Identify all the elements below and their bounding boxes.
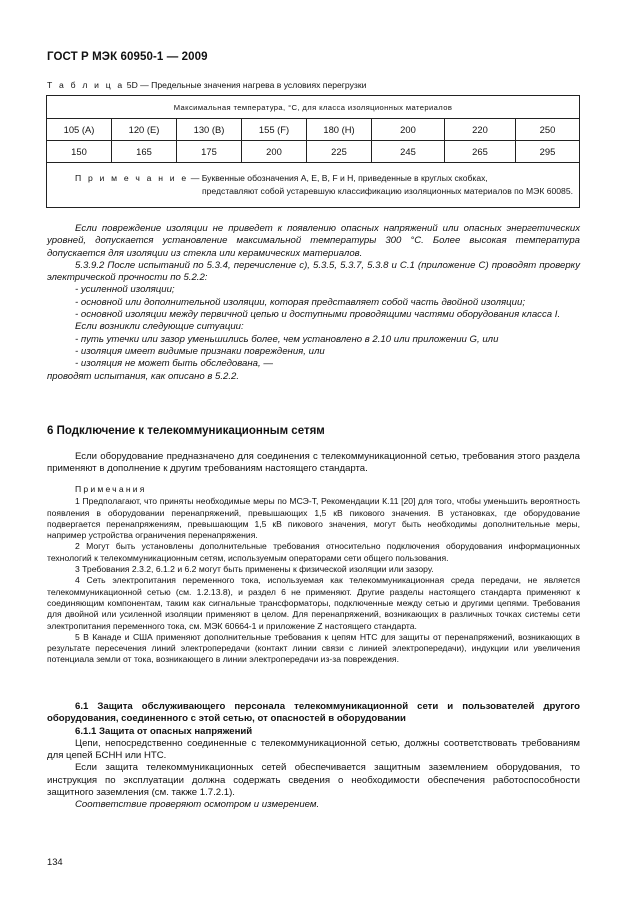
paragraph: Если защита телекоммуникационных сетей обеспечивается защитным заземлением оборудования, то инструкция по эксплуатации должна содержать сведения о необходимости обеспечения работоспособности защитного заземления (см. также 1.7.2.1). xyxy=(47,762,580,799)
paragraph: Если повреждение изоляции не приведет к появлению опасных напряжений или опасных энергетических уровней, допускается установление максимальной температуры 300 °С. Более высокая температура допускается для изоляции из стекла или керамических материалов. xyxy=(47,223,580,259)
table-row xyxy=(47,119,580,141)
notes-heading: Примечания xyxy=(75,484,147,494)
heading-6-1: 6.1 Защита обслуживающего персонала телекоммуникационной сети и пользователей другого оборудования, соединенного с этой сетью, от опасностей в оборудовании xyxy=(47,701,580,725)
paragraph: 5.3.9.2 После испытаний по 5.3.4, перечисление c), 5.3.5, 5.3.7, 5.3.8 и С.1 (приложение С) проводят проверку электрической прочности по 5.2.2: xyxy=(47,259,580,284)
table-cell: 250 xyxy=(516,119,580,141)
table-cell: 165 xyxy=(112,141,177,163)
paragraph: проводят испытания, как описано в 5.2.2. xyxy=(47,370,240,382)
list-item: - основной или дополнительной изоляции, которая представляет собой часть двойной изоляции; xyxy=(75,296,526,308)
section-6-intro xyxy=(47,451,580,476)
temperature-limits-table xyxy=(46,95,580,208)
table-cell: 245 xyxy=(372,141,445,163)
section-6-title: 6 Подключение к телекоммуникационным сетям xyxy=(47,425,325,437)
note-item: 4 Сеть электропитания переменного тока, используемая как телекоммуникационная среда передачи, не является телекоммуникационной сетью (см. 1.2.13.8), и раздел 6 не применяют. Другие разделы настоящего стандарта применяют к соединяющим компонентам, таким как сигнальные трансформаторы, подключенные между сетью и другими цепями. Требования для двойной или усиленной изоляции применяют в целом. Для перенапряжений, возникающих в различных точках системы сети электропитания переменного тока, см. МЭК 60664-1 и приложение Z настоящего стандарта. xyxy=(47,575,580,631)
note-item: 2 Могут быть установлены дополнительные требования относительно подключения оборудования информационных технологий к телекоммуникационным сетям, используемым операторами сети общего пользования. xyxy=(47,541,580,563)
table-note-line1: — Буквенные обозначения A, E, B, F и H, приведенные в круглых скобках, xyxy=(188,173,488,183)
list-item: - изоляция имеет видимые признаки повреждения, или xyxy=(75,345,325,357)
table-cell: 150 xyxy=(47,141,112,163)
list-item: - изоляция не может быть обследована, — xyxy=(75,358,273,370)
list-item: - основной изоляции между первичной цепью и доступными проводящими частями оборудования класса I. xyxy=(75,309,561,321)
table-note-line2: представляют собой устаревшую классификацию изоляционных материалов по МЭК 60085. xyxy=(201,186,573,196)
note-item: 3 Требования 2.3.2, 6.1.2 и 6.2 могут быть применены к физической изоляции или зазору. xyxy=(75,564,434,575)
table-cell: 120 (E) xyxy=(112,119,177,141)
table-caption-label: Т а б л и ц а xyxy=(47,80,125,90)
table-note xyxy=(47,163,580,208)
list-item: - усиленной изоляции; xyxy=(75,284,175,296)
table-cell: 155 (F) xyxy=(242,119,307,141)
list-item: - путь утечки или зазор уменьшились более, чем установлено в 2.10 или приложении G, или xyxy=(75,333,499,345)
paragraph: Цепи, непосредственно соединенные с телекоммуникационной сетью, должны соответствовать требованиям для цепей БСНН или НТС. xyxy=(47,737,580,762)
table-row xyxy=(47,141,580,163)
table-cell: 265 xyxy=(445,141,516,163)
table-caption-text: 5D — Предельные значения нагрева в условиях перегрузки xyxy=(126,80,367,90)
note-item: 1 Предполагают, что приняты необходимые меры по МСЭ-Т, Рекомендации К.11 [20] для того, чтобы уменьшить вероятность появления в оборудовании перенапряжений, превышающих 1,5 кВ пикового значения. В установках, где оборудование подвергается перенапряжениям, превышающим 1,5 кВ пикового значения, могут быть необходимы дополнительные меры, например устройства ограничения перенапряжения. xyxy=(47,496,580,541)
table-cell: 180 (H) xyxy=(307,119,372,141)
table-cell: 200 xyxy=(242,141,307,163)
note-item: 5 В Канаде и США применяют дополнительные требования к цепям НТС для защиты от перенапряжений, возникающих в результате пересечения линий электропередачи (контакт линии связи с линией электропередачи), индукции или увеличения потенциала земли от тока, возникающего в линии электропередачи из-за повреждения. xyxy=(47,631,580,665)
table-cell: 200 xyxy=(372,119,445,141)
table-header: Максимальная температура, °С, для класса изоляционных материалов xyxy=(47,96,580,119)
paragraph: Соответствие проверяют осмотром и измерением. xyxy=(75,799,320,811)
table-cell: 175 xyxy=(177,141,242,163)
table-cell: 225 xyxy=(307,141,372,163)
page-number: 134 xyxy=(47,856,63,867)
section-6-notes xyxy=(47,484,580,666)
table-cell: 220 xyxy=(445,119,516,141)
paragraph: Если оборудование предназначено для соединения с телекоммуникационной сетью, требования этого раздела применяют в дополнение к другим требованиям настоящего стандарта. xyxy=(47,451,580,475)
section-6-1 xyxy=(47,701,580,812)
heading-6-1-1: 6.1.1 Защита от опасных напряжений xyxy=(75,725,253,737)
table-cell: 295 xyxy=(516,141,580,163)
running-header: ГОСТ Р МЭК 60950-1 — 2009 xyxy=(47,51,208,63)
table-note-label: П р и м е ч а н и е xyxy=(75,173,189,183)
table-cell: 130 (B) xyxy=(177,119,242,141)
table-cell: 105 (A) xyxy=(47,119,112,141)
clause-text xyxy=(47,223,580,383)
table-caption xyxy=(47,80,366,90)
paragraph: Если возникли следующие ситуации: xyxy=(75,321,244,333)
